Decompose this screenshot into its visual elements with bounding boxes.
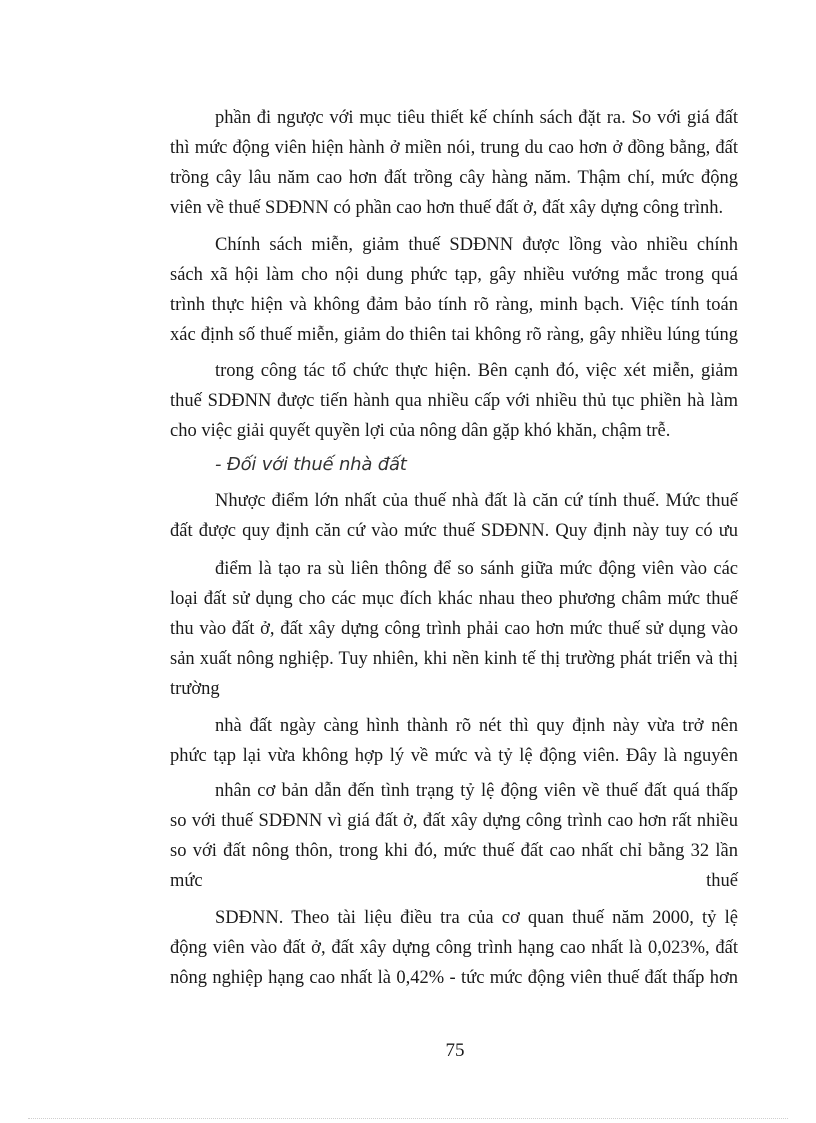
text-line: sản xuất nông nghiệp. Tuy nhiên, khi nền kinh tế thị trường phát triển và thị bbox=[170, 649, 738, 669]
text-line: so với thuế SDĐNN vì giá đất ở, đất xây dựng công trình cao hơn rất nhiều bbox=[170, 811, 738, 831]
paragraph-1 bbox=[170, 103, 738, 223]
text-line: nhà đất ngày càng hình thành rõ nét thì quy định này vừa trở nên bbox=[215, 716, 738, 736]
paragraph-3 bbox=[170, 356, 738, 446]
text-line: trường bbox=[170, 679, 220, 699]
text-line: thì mức động viên hiện hành ở miền nói, trung du cao hơn ở đồng bằng, đất bbox=[170, 138, 738, 158]
page-bottom-divider bbox=[28, 1118, 788, 1119]
text-line: thu vào đất ở, đất xây dựng công trình phải cao hơn mức thuế sử dụng vào bbox=[170, 619, 738, 639]
text-line: phần đi ngược với mục tiêu thiết kế chính sách đặt ra. So với giá đất bbox=[215, 108, 738, 128]
text-line: so với đất nông thôn, trong khi đó, mức thuế đất cao nhất chỉ bằng 32 lần bbox=[170, 841, 738, 861]
text-line: xác định số thuế miễn, giảm do thiên tai không rõ ràng, gây nhiều lúng túng bbox=[170, 325, 738, 345]
text-line: mức thuế bbox=[170, 871, 738, 891]
text-line: SDĐNN. Theo tài liệu điều tra của cơ quan thuế năm 2000, tỷ lệ bbox=[215, 908, 738, 928]
paragraph-2 bbox=[170, 230, 738, 350]
text-line: Nhược điểm lớn nhất của thuế nhà đất là căn cứ tính thuế. Mức thuế bbox=[215, 491, 738, 511]
text-line: sách xã hội làm cho nội dung phức tạp, gây nhiều vướng mắc trong quá bbox=[170, 265, 738, 285]
section-heading: - Đối với thuế nhà đất bbox=[215, 454, 407, 475]
text-line: trong công tác tổ chức thực hiện. Bên cạnh đó, việc xét miễn, giảm bbox=[215, 361, 738, 381]
text-line: cho việc giải quyết quyền lợi của nông dân gặp khó khăn, chậm trễ. bbox=[170, 421, 671, 441]
text-line: trình thực hiện và không đảm bảo tính rõ ràng, minh bạch. Việc tính toán bbox=[170, 295, 738, 315]
text-line: điểm là tạo ra sù liên thông để so sánh giữa mức động viên vào các bbox=[215, 559, 738, 579]
text-line: nông nghiệp hạng cao nhất là 0,42% - tức mức động viên thuế đất thấp hơn bbox=[170, 968, 738, 988]
paragraph-6 bbox=[170, 711, 738, 771]
paragraph-7 bbox=[170, 776, 738, 896]
text-line: trồng cây lâu năm cao hơn đất trồng cây hàng năm. Thậm chí, mức động bbox=[170, 168, 738, 188]
text-line: đất được quy định căn cứ vào mức thuế SDĐNN. Quy định này tuy có ưu bbox=[170, 521, 738, 541]
paragraph-5 bbox=[170, 554, 738, 704]
page-number: 75 bbox=[445, 1040, 465, 1061]
text-line: viên về thuế SDĐNN có phần cao hơn thuế đất ở, đất xây dựng công trình. bbox=[170, 198, 724, 218]
text-line: thuế SDĐNN được tiến hành qua nhiều cấp với nhiều thủ tục phiền hà làm bbox=[170, 391, 738, 411]
text-line: Chính sách miễn, giảm thuế SDĐNN được lồng vào nhiều chính bbox=[215, 235, 738, 255]
paragraph-4 bbox=[170, 486, 738, 546]
text-line: động viên vào đất ở, đất xây dựng công trình hạng cao nhất là 0,023%, đất bbox=[170, 938, 738, 958]
text-line: loại đất sử dụng cho các mục đích khác nhau theo phương châm mức thuế bbox=[170, 589, 738, 609]
text-line: phức tạp lại vừa không hợp lý về mức và tỷ lệ động viên. Đây là nguyên bbox=[170, 746, 738, 766]
paragraph-8 bbox=[170, 903, 738, 993]
text-line: nhân cơ bản dẫn đến tình trạng tỷ lệ động viên về thuế đất quá thấp bbox=[215, 781, 738, 801]
